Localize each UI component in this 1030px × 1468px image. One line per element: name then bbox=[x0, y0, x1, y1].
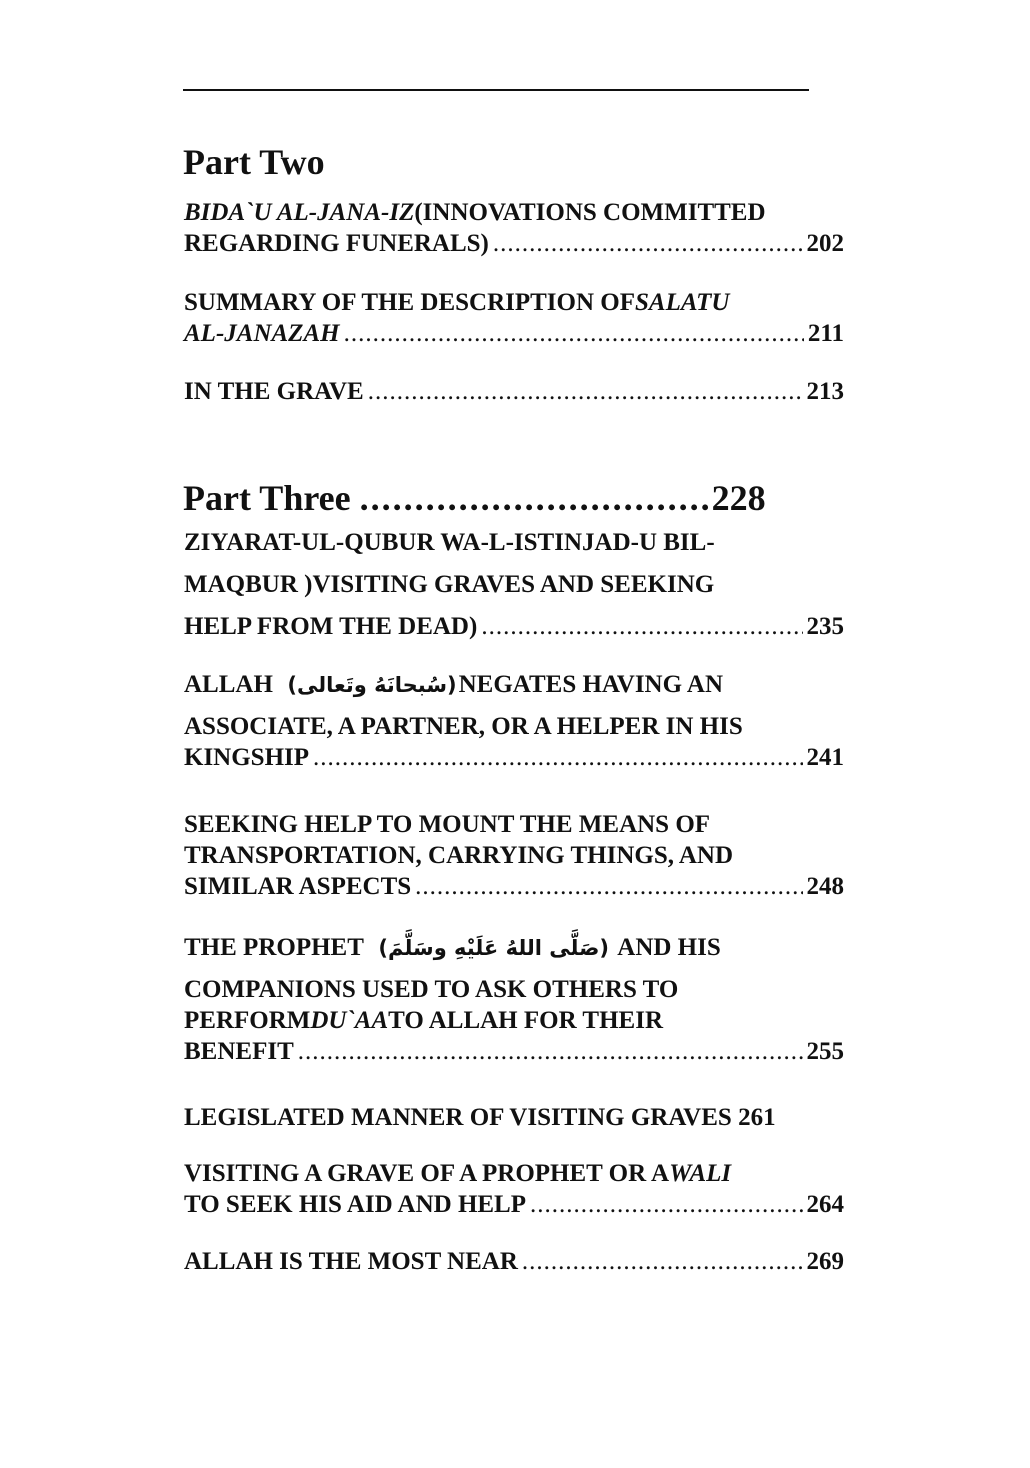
entry-italic: BIDA`U AL-JANA-IZ bbox=[184, 199, 415, 226]
arabic-honorific: (صَلَّى اللهُ عَلَيْهِ وسَلَّمَ) bbox=[378, 936, 610, 960]
page-number: 213 bbox=[806, 378, 844, 405]
page-number: 228 bbox=[711, 478, 766, 518]
entry-text: VISITING A GRAVE OF A PROPHET OR A bbox=[184, 1160, 670, 1187]
page-number: 248 bbox=[806, 873, 844, 900]
part-two-heading bbox=[183, 142, 843, 182]
arabic-honorific: (سُبحانَهُ وتَعالى) bbox=[287, 673, 457, 697]
leader-dots bbox=[368, 378, 803, 406]
page-number: 241 bbox=[806, 744, 844, 771]
part-two-title: Part Two bbox=[183, 142, 325, 182]
part-three-title: Part Three bbox=[183, 478, 351, 518]
toc-entry-legislated-manner[interactable] bbox=[184, 1104, 844, 1135]
toc-entry-most-near[interactable] bbox=[184, 1248, 844, 1279]
leader-dots: ................................ bbox=[359, 478, 712, 518]
page-number: 202 bbox=[806, 230, 844, 257]
entry-text: ASSOCIATE, A PARTNER, OR A HELPER IN HIS bbox=[184, 713, 743, 740]
entry-text: BENEFIT bbox=[184, 1038, 294, 1065]
leader-dots bbox=[298, 1038, 803, 1066]
entry-italic: DU`AA bbox=[310, 1007, 389, 1034]
leader-dots bbox=[313, 744, 802, 772]
entry-text: MAQBUR )VISITING GRAVES AND SEEKING bbox=[184, 571, 715, 598]
toc-entry-ziyarat[interactable] bbox=[184, 529, 844, 655]
toc-entry-bidau[interactable] bbox=[184, 199, 844, 261]
entry-text: SUMMARY OF THE DESCRIPTION OF bbox=[184, 289, 636, 316]
entry-text: REGARDING FUNERALS) bbox=[184, 230, 489, 257]
entry-text: IN THE GRAVE bbox=[184, 378, 364, 405]
page-number: 261 bbox=[738, 1104, 776, 1131]
entry-text: ALLAH bbox=[184, 671, 273, 698]
page-number: 264 bbox=[806, 1191, 844, 1218]
leader-dots bbox=[481, 613, 802, 641]
leader-dots bbox=[522, 1248, 803, 1276]
toc-entry-visiting-grave[interactable] bbox=[184, 1160, 844, 1222]
page-number: 269 bbox=[806, 1248, 844, 1275]
toc-entry-grave[interactable] bbox=[184, 378, 844, 409]
toc-entry-allah-negates[interactable] bbox=[184, 671, 844, 775]
entry-text: PERFORM bbox=[184, 1007, 311, 1034]
entry-text: NEGATES HAVING AN bbox=[458, 671, 724, 698]
page-number: 255 bbox=[806, 1038, 844, 1065]
leader-dots bbox=[493, 230, 803, 258]
leader-dots bbox=[344, 320, 804, 348]
part-three-heading[interactable] bbox=[183, 478, 843, 518]
entry-text: HELP FROM THE DEAD) bbox=[184, 613, 478, 640]
toc-entry-prophet-companions[interactable] bbox=[184, 934, 844, 1069]
entry-text: AND HIS bbox=[617, 934, 721, 961]
top-rule bbox=[183, 89, 809, 91]
entry-italic: WALI bbox=[669, 1160, 732, 1187]
leader-dots bbox=[415, 873, 802, 901]
entry-text: LEGISLATED MANNER OF VISITING GRAVES bbox=[184, 1104, 732, 1131]
entry-text: (INNOVATIONS COMMITTED bbox=[414, 199, 766, 226]
entry-text: THE PROPHET bbox=[184, 934, 364, 961]
toc-entry-seeking-help[interactable] bbox=[184, 811, 844, 904]
toc-entry-summary[interactable] bbox=[184, 289, 844, 351]
entry-text: TO ALLAH FOR THEIR bbox=[388, 1007, 664, 1034]
entry-italic: AL-JANAZAH bbox=[184, 320, 340, 347]
entry-text: ALLAH IS THE MOST NEAR bbox=[184, 1248, 518, 1275]
entry-text: SEEKING HELP TO MOUNT THE MEANS OF bbox=[184, 811, 711, 838]
page-number: 211 bbox=[807, 320, 844, 347]
entry-text: KINGSHIP bbox=[184, 744, 310, 771]
leader-dots bbox=[530, 1191, 802, 1219]
page-number: 235 bbox=[806, 613, 844, 640]
entry-italic: SALATU bbox=[635, 289, 730, 316]
entry-text: COMPANIONS USED TO ASK OTHERS TO bbox=[184, 976, 679, 1003]
entry-text: TRANSPORTATION, CARRYING THINGS, AND bbox=[184, 842, 734, 869]
entry-text: SIMILAR ASPECTS bbox=[184, 873, 412, 900]
entry-text: TO SEEK HIS AID AND HELP bbox=[184, 1191, 527, 1218]
entry-text: ZIYARAT-UL-QUBUR WA-L-ISTINJAD-U BIL- bbox=[184, 529, 715, 556]
